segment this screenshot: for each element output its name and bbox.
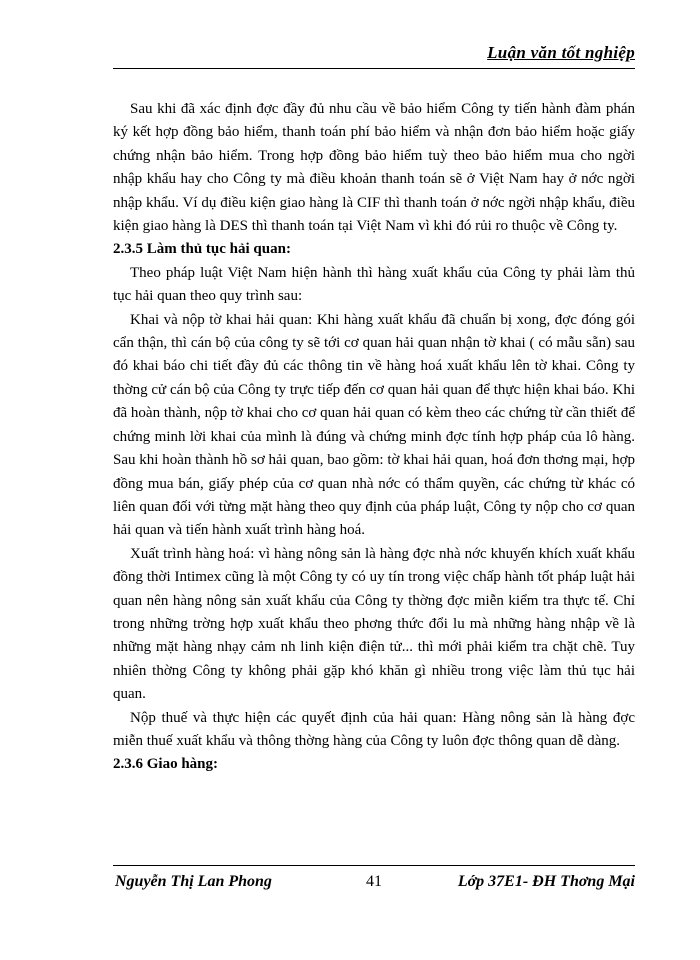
section-heading-2-3-5: 2.3.5 Làm thủ tục hải quan: xyxy=(113,241,291,258)
footer-author: Nguyễn Thị Lan Phong xyxy=(115,873,272,890)
section-heading-2-3-6: 2.3.6 Giao hàng: xyxy=(113,756,219,773)
footer-divider xyxy=(113,865,635,866)
paragraph-insurance: Sau khi đã xác định đợc đầy đủ nhu cầu về bảo hiểm Công ty tiến hành đàm phán ký kết hợp đồng bảo hiểm, thanh toán phí bảo hiểm và nhận đơn bảo hiểm hoặc giấy chứng nhận bảo hiểm. Trong hợp đồng bảo hiểm tuỳ theo bảo hiểm mua cho ngời nhập khẩu hay cho Công ty mà điều khoản thanh toán sẽ ở Việt Nam hay ở nớc ngời nhập khẩu. Ví dụ điều kiện giao hàng là CIF thì thanh toán ở nớc ngời nhập khẩu, điều kiện giao hàng là DES thì thanh toán tại Việt Nam vì khi đó rủi ro thuộc về Công ty. xyxy=(113,101,635,235)
paragraph-customs-declaration: Khai và nộp tờ khai hải quan: Khi hàng xuất khẩu đã chuẩn bị xong, đợc đóng gói cẩn thận, thì cán bộ của công ty sẽ tới cơ quan hải quan nhận tờ khai ( có mẫu sẵn) sau đó khai báo chi tiết đầy đủ các thông tin về hàng hoá xuất khẩu lên tờ khai. Công ty thờng cử cán bộ của Công ty trực tiếp đến cơ quan hải quan để thực hiện khai báo. Khi đã hoàn thành, nộp tờ khai cho cơ quan hải quan có kèm theo các chứng từ cần thiết để chứng minh lời khai của mình là đúng và chứng minh đợc tính hợp pháp của lô hàng. Sau khi hoàn thành hồ sơ hải quan, bao gồm: tờ khai hải quan, hoá đơn thơng mại, hợp đồng mua bán, giấy phép của cơ quan nhà nớc có thẩm quyền, các chứng từ khác có liên quan đối với từng mặt hàng theo quy định của pháp luật, Công ty nộp cho cơ quan hải quan và tiến hành xuất trình hàng hoá. xyxy=(113,311,635,539)
paragraph-tax-payment: Nộp thuế và thực hiện các quyết định của hải quan: Hàng nông sản là hàng đợc miễn thuế xuất khẩu và thông thờng hàng của Công ty luôn đợc thông quan dễ dàng. xyxy=(113,709,635,749)
page-header xyxy=(113,42,635,69)
header-title: Luận văn tốt nghiệp xyxy=(487,43,635,62)
footer-class-info: Lớp 37E1- ĐH Thơng Mại xyxy=(457,873,635,890)
page-footer xyxy=(113,873,635,897)
document-body xyxy=(113,98,635,777)
paragraph-goods-presentation: Xuất trình hàng hoá: vì hàng nông sản là hàng đợc nhà nớc khuyến khích xuất khẩu đồng thời Intimex cũng là một Công ty có uy tín trong việc chấp hành tốt pháp luật hải quan nên hàng nông sản xuất khẩu của Công ty thờng đợc miễn kiểm tra thực tế. Chỉ trong những trờng hợp xuất khẩu theo phơng thức đổi lu mà những hàng nhập về là những mặt hàng nhạy cảm nh linh kiện điện tử... thì mới phải kiểm tra chặt chẽ. Tuy nhiên thờng Công ty không phải gặp khó khăn gì nhiều trong việc làm thủ tục hải quan. xyxy=(113,545,635,703)
page-number: 41 xyxy=(366,873,382,890)
paragraph-customs-intro: Theo pháp luật Việt Nam hiện hành thì hàng xuất khẩu của Công ty phải làm thủ tục hải quan theo quy trình sau: xyxy=(113,264,635,305)
